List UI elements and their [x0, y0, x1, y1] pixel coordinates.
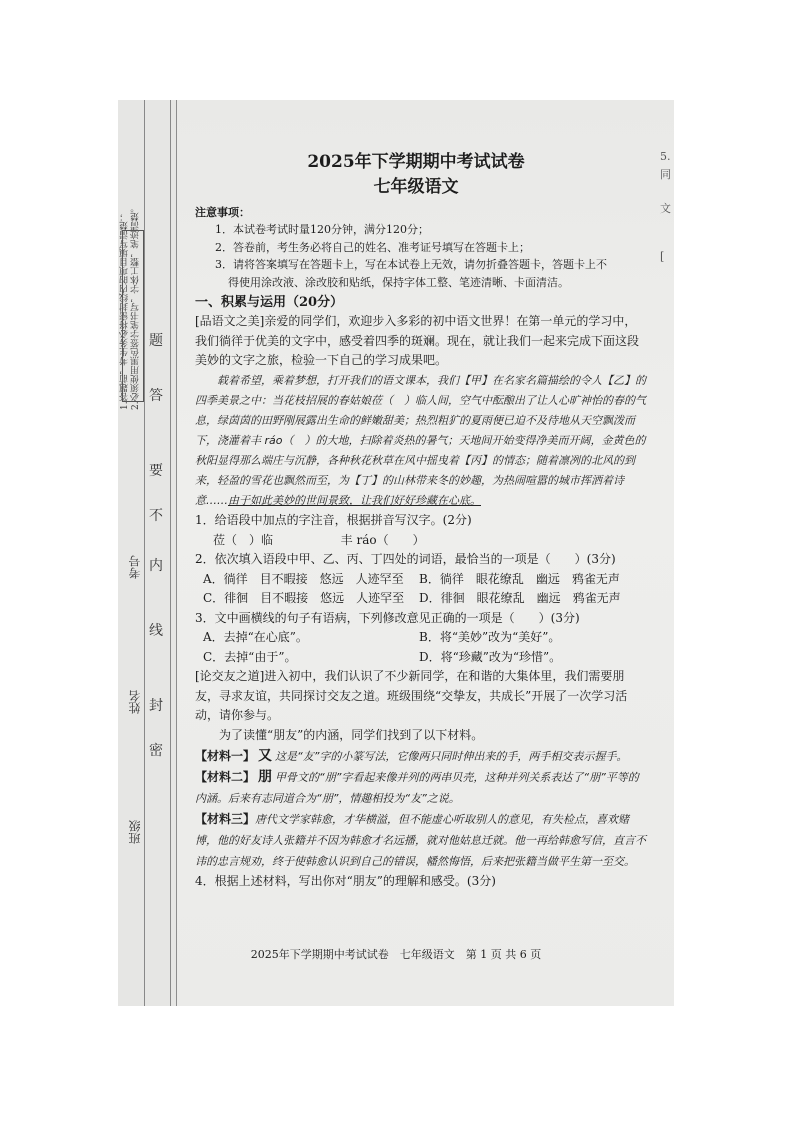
- seal-char: 答: [149, 388, 163, 404]
- section-heading: 一、积累与运用（20分）: [195, 295, 344, 310]
- binding-margin: [118, 100, 177, 1006]
- seal-char: 线: [149, 623, 163, 639]
- sliver-text: [: [660, 250, 665, 263]
- material-label: 【材料一】: [195, 748, 256, 763]
- option-a: A．徜徉 目不暇接 悠远 人迹罕至: [203, 571, 404, 586]
- class-label: 班级: [128, 820, 142, 844]
- notice-item: 2．答卷前，考生务必将自己的姓名、准考证号填写在答题卡上；: [215, 240, 530, 254]
- question-2: 2．依次填入语段中甲、乙、丙、丁四处的词语，最恰当的一项是（ ）(3分): [195, 552, 616, 567]
- option-d: D．徘徊 眼花缭乱 幽远 鸦雀无声: [419, 591, 621, 606]
- question-3-options: [195, 628, 647, 667]
- name-label: 姓名: [128, 690, 142, 714]
- notice-item: 1．本试卷考试时量120分钟，满分120分；: [215, 223, 429, 236]
- option-b: B．将“美妙”改为“美好”。: [419, 630, 561, 645]
- oracle-bone-peng-glyph: 朋: [258, 769, 273, 786]
- binding-note-line: 1.答题前，考生务必将密封线内的项目填写清楚；: [120, 212, 130, 410]
- seal-char: 内: [149, 558, 163, 574]
- option-c: C．去掉“由于”。: [203, 649, 297, 664]
- seal-char: 不: [149, 508, 163, 524]
- notice-heading: 注意事项：: [195, 206, 250, 219]
- material-label: 【材料三】: [195, 811, 256, 826]
- notice-list: [195, 221, 647, 291]
- sliver-text: 5.: [660, 150, 671, 163]
- option-d: D．将“珍藏”改为“珍惜”。: [419, 649, 562, 664]
- question-1: 1．给语段中加点的字注音，根据拼音写汉字。(2分): [195, 512, 472, 527]
- seal-char: 要: [149, 463, 163, 479]
- underlined-sentence: 由于如此美妙的世间景致，让我们好好珍藏在心底。: [228, 493, 481, 507]
- material-text: 唐代文学家韩愈，才华横溢，但不能虚心听取别人的意见，有失检点，喜欢赌博，他的好友诗人张籍并不因为韩愈才名远播，就对他姑息迁就。他一再给韩愈写信，直言不讳的忠言规劝，终于使韩愈认识到自己的错误，幡然悔悟，后来把张籍当做平生第一至交。: [195, 812, 646, 868]
- material-label: 【材料二】: [195, 769, 256, 784]
- seal-char: 封: [149, 698, 163, 714]
- seal-script-you-glyph: 又: [258, 748, 273, 765]
- notice-item-continued: 得使用涂改液、涂改胶和贴纸，保持字体工整、笔迹清晰、卡面清洁。: [228, 275, 569, 289]
- material-1: [195, 746, 647, 767]
- question-1-blanks: [195, 530, 647, 550]
- option-b: B．徜徉 眼花缭乱 幽远 鸦雀无声: [419, 571, 620, 586]
- binding-line: [170, 100, 171, 1006]
- material-3: [195, 809, 647, 872]
- material-text: 这是“友”字的小篆写法，它像两只同时伸出来的手，两手相交表示握手。: [275, 749, 628, 763]
- material-2: [195, 767, 647, 809]
- binding-line: [144, 100, 145, 1006]
- question-3: 3．文中画横线的句子有语病，下列修改意见正确的一项是（ ）(3分): [195, 610, 580, 625]
- sliver-text: 同: [660, 168, 671, 181]
- exam-paper: [195, 150, 647, 891]
- friendship-intro-2: 为了读懂“朋友”的内涵，同学们找到了以下材料。: [219, 728, 484, 743]
- notice-item: 3．请将答案填写在答题卡上，写在本试卷上无效，请勿折叠答题卡，答题卡上不: [215, 258, 607, 271]
- passage-text: 载着希望，乘着梦想，打开我们的语文课本，我们【甲】在名家名篇描绘的令人【乙】的四季美景之中：当花枝招展的春姑娘莅（ ）临人间，空气中酝酿出了让人心旷神怡的春的气息，绿茵茵的田野刚展露出生命的鲜嫩甜美；热烈粗犷的夏雨便已迫不及待地从天空飘泼而下，浇灌着丰 ráo（ ）的大地，扫除着炎热的暑气；天地间开始变得净美而开阔，金黄色的秋阳显得那么端庄与沉静，各种秋花秋草在风中摇曳着【丙】的情态；随着凛冽的北风的到来，轻盈的雪花也飘然而至，为【丁】的山林带来冬的妙趣，为热闹喧嚣的城市挥洒着诗意……: [195, 373, 646, 507]
- exam-number-label: 考号: [128, 555, 142, 579]
- blank-pinyin: 莅（ ）临: [213, 533, 274, 548]
- binding-box: [122, 230, 144, 402]
- seal-char: 题: [149, 333, 163, 349]
- seal-char: 密: [149, 743, 163, 759]
- blank-hanzi: 丰 ráo（ ）: [340, 533, 425, 548]
- friendship-intro: [论交友之道]进入初中，我们认识了不少新同学，在和谐的大集体里，我们需要朋友，寻求友谊，共同探讨交友之道。班级围绕“交挚友，共成长”开展了一次学习活动，请你参与。: [195, 669, 628, 723]
- sliver-text: 文: [660, 202, 671, 215]
- exam-title: 2025年下学期期中考试试卷: [307, 152, 525, 172]
- page-footer: 2025年下学期期中考试试卷 七年级语文 第 1 页 共 6 页: [250, 948, 542, 961]
- reading-passage: [195, 371, 647, 511]
- exam-subtitle: 七年级语文: [373, 177, 459, 197]
- material-text: 甲骨文的“朋”字看起来像并列的两串贝壳，这种并列关系表达了“朋”平等的内涵。后来有志同道合为“朋”，情趣相投为“友”之说。: [195, 770, 639, 805]
- question-2-options: [195, 570, 647, 609]
- intro-paragraph: [品语文之美]亲爱的同学们，欢迎步入多彩的初中语文世界！在第一单元的学习中，我们徜徉于优美的文字中，感受着四季的斑斓。现在，就让我们一起来完成下面这段美妙的文字之旅，检验一下自己的学习成果吧。: [195, 314, 640, 368]
- binding-note-line: 2.必须使用黑色签字笔书写，字体工整，笔迹清楚。: [131, 203, 141, 410]
- next-page-sliver: [660, 150, 680, 290]
- option-a: A．去掉“在心底”。: [203, 630, 308, 645]
- option-c: C．徘徊 目不暇接 悠远 人迹罕至: [203, 591, 405, 606]
- question-4: 4．根据上述材料，写出你对“朋友”的理解和感受。(3分): [195, 873, 496, 888]
